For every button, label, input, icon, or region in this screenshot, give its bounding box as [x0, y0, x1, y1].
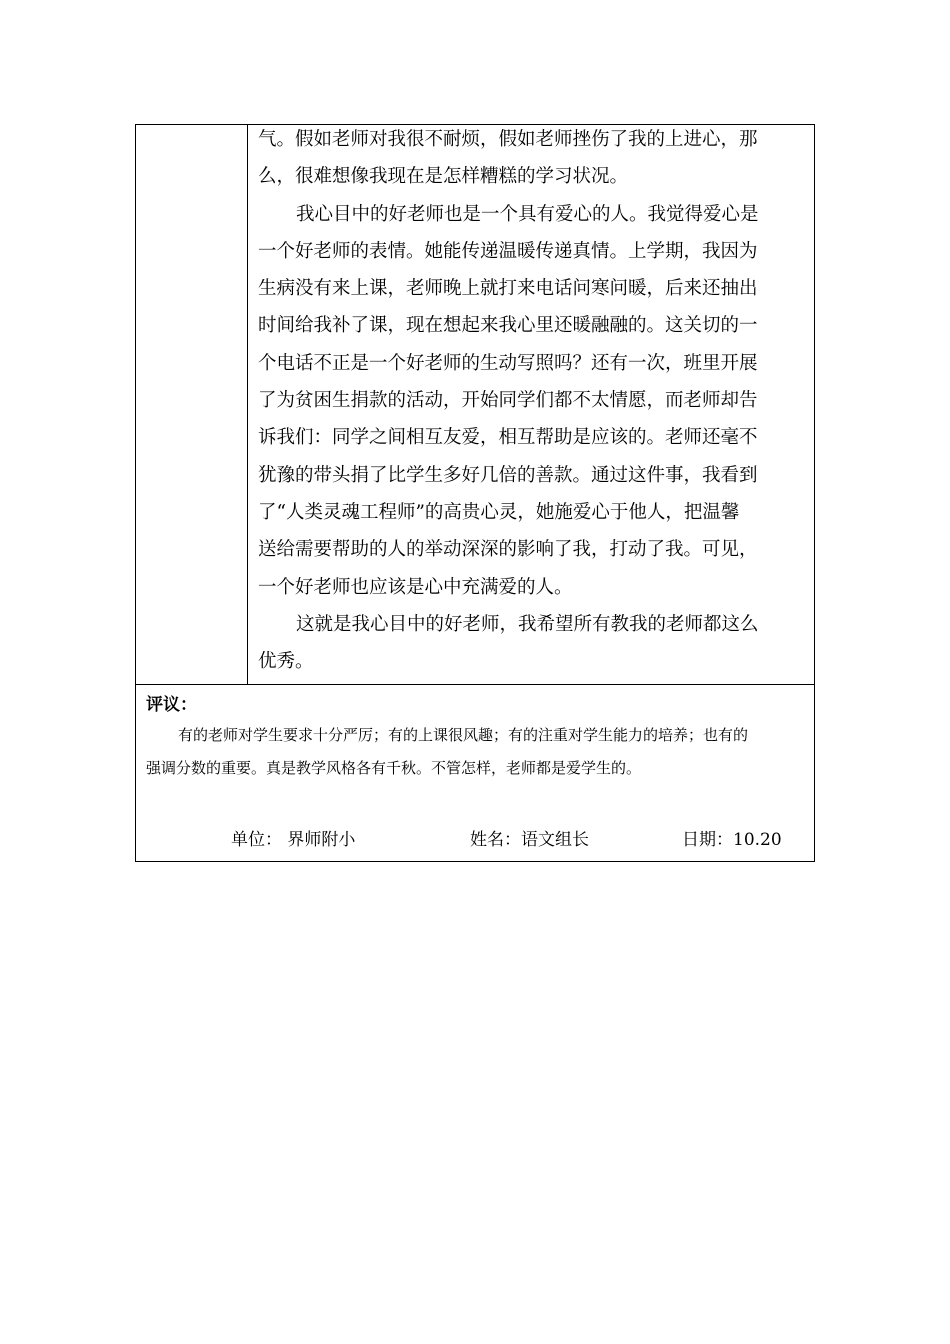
comment-heading: 评议： — [146, 695, 197, 715]
label-cell — [136, 125, 248, 684]
comment-text — [146, 719, 811, 785]
comment-line: 强调分数的重要。真是教学风格各有千秋。不管怎样，老师都是爱学生的。 — [146, 759, 642, 777]
essay-line: 送给需要帮助的人的举动深深的影响了我，打动了我。可见， — [258, 539, 758, 561]
date-field: 日期：10.20 — [682, 830, 782, 850]
essay-line: 个电话不正是一个好老师的生动写照吗？还有一次，班里开展 — [258, 352, 758, 374]
essay-line: 犹豫的带头捐了比学生多好几倍的善款。通过这件事，我看到 — [258, 464, 758, 486]
essay-text — [258, 121, 778, 680]
essay-line: 一个好老师的表情。她能传递温暖传递真情。上学期，我因为 — [258, 240, 758, 262]
essay-line: 诉我们：同学之间相互友爱，相互帮助是应该的。老师还毫不 — [258, 427, 758, 449]
author-field: 姓名：语文组长 — [470, 830, 589, 850]
essay-line: 了为贫困生捐款的活动，开始同学们都不太情愿，而老师却告 — [258, 390, 758, 412]
comment-line: 有的老师对学生要求十分严厉；有的上课很风趣；有的注重对学生能力的培养；也有的 — [178, 726, 749, 744]
essay-line: 优秀。 — [258, 651, 314, 673]
essay-line: 了“人类灵魂工程师”的高贵心灵，她施爱心于他人，把温馨 — [258, 501, 740, 523]
essay-table — [135, 124, 815, 862]
essay-line: 么，很难想像我现在是怎样糟糕的学习状况。 — [258, 166, 629, 188]
essay-line: 时间给我补了课，现在想起来我心里还暖融融的。这关切的一 — [258, 315, 758, 337]
essay-line: 生病没有来上课，老师晚上就打来电话问寒问暖，后来还抽出 — [258, 278, 758, 300]
essay-line: 一个好老师也应该是心中充满爱的人。 — [258, 576, 573, 598]
signature-row — [136, 825, 814, 851]
unit-field: 单位： 界师附小 — [231, 830, 356, 850]
essay-line: 我心目中的好老师也是一个具有爱心的人。我觉得爱心是 — [296, 203, 759, 225]
essay-line: 这就是我心目中的好老师，我希望所有教我的老师都这么 — [296, 613, 759, 635]
essay-row — [136, 125, 814, 685]
essay-line: 气。假如老师对我很不耐烦，假如老师挫伤了我的上进心，那 — [258, 129, 758, 150]
